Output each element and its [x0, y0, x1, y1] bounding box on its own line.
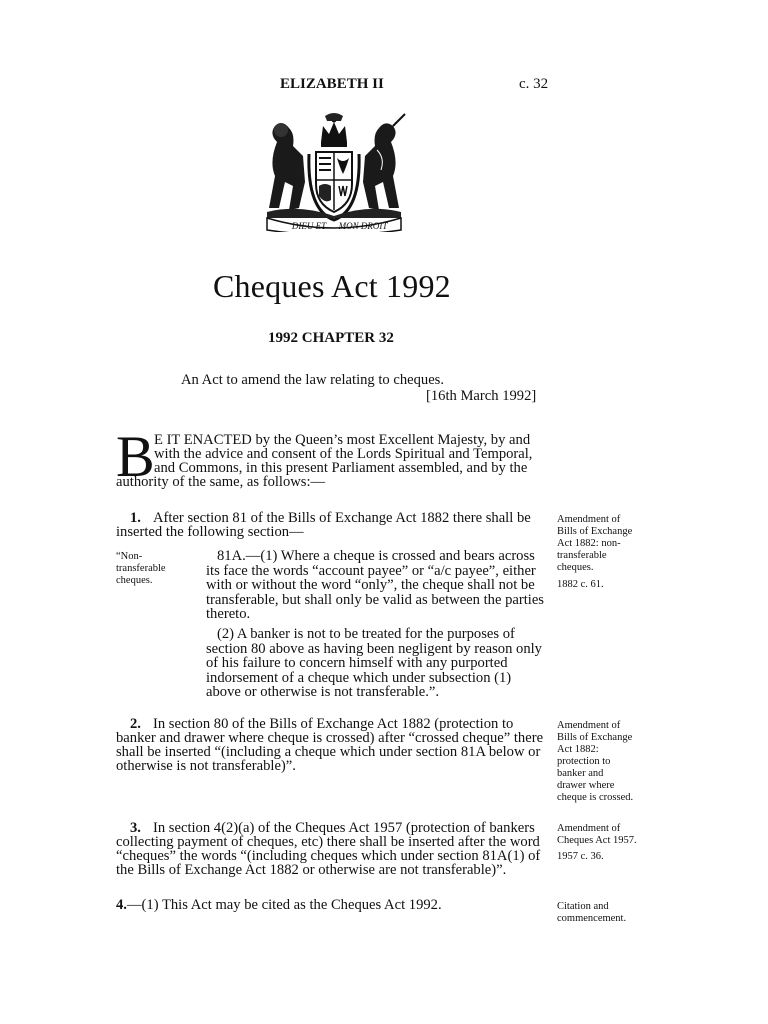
section-81a-subsection-2: (2) A banker is not to be treated for the purposes of section 80 above as having been negligent by reason only of his failure to concern himself with any purported indorsement of a cheque which under subsection (1) above or otherwise is not transferable.”. — [206, 626, 542, 700]
section-2-line-1: In section 80 of the Bills of Exchange Act 1882 (protection to — [153, 716, 514, 732]
section-3-line-4: the Bills of Exchange Act 1882 or otherwise are not transferable)”. — [116, 862, 507, 878]
running-header-chapter: c. 32 — [519, 76, 549, 92]
section-4-text: —(1) This Act may be cited as the Cheques Act 1992. — [126, 897, 442, 913]
inserted-section-side-note: “Non- transferable cheques. — [116, 551, 166, 586]
enacting-line-3: and Commons, in this present Parliament assembled, and by the — [154, 460, 528, 476]
section-4-number: 4. — [116, 897, 127, 913]
enacting-line-2: with the advice and consent of the Lords Spiritual and Temporal, — [154, 446, 533, 462]
section-2-line-4: otherwise is not transferable)”. — [116, 758, 296, 774]
royal-coat-of-arms-icon — [259, 112, 409, 232]
section-1-number: 1. — [130, 510, 141, 526]
enacting-dropcap: B — [116, 424, 155, 489]
running-header-monarch: ELIZABETH II — [280, 76, 384, 92]
act-title: Cheques Act 1992 — [213, 268, 451, 304]
enacting-line-1: E IT ENACTED by the Queen’s most Excellent Majesty, by and — [154, 432, 531, 448]
motto-left: DIEU ET — [291, 221, 327, 231]
section-2-line-2: banker and drawer where cheque is crossed) after “crossed cheque” there — [116, 730, 544, 746]
section-3-line-3: “cheques” the words “(including cheques which under section 81A(1) of — [116, 848, 541, 864]
section-3-margin-note: Amendment of Cheques Act 1957. 1957 c. 36. — [557, 823, 637, 862]
section-1-line-2: inserted the following section— — [116, 524, 304, 540]
enacting-line-4: authority of the same, as follows:— — [116, 474, 326, 490]
section-1-margin-note: Amendment of Bills of Exchange Act 1882: non- transferable cheques. 1882 c. 61. — [557, 514, 633, 590]
section-3-number: 3. — [130, 820, 141, 836]
section-3-line-1: In section 4(2)(a) of the Cheques Act 1957 (protection of bankers — [153, 820, 535, 836]
motto-right: MON DROIT — [338, 221, 388, 231]
section-81a-subsection-1: 81A.—(1) Where a cheque is crossed and bears across its face the words “account payee” or “a/c payee”, either with or without the word “only”, the cheque shall not be transferable, but shall only be valid as between the parties thereto. — [206, 548, 544, 622]
long-title: An Act to amend the law relating to cheques. — [181, 372, 445, 388]
chapter-heading: 1992 CHAPTER 32 — [268, 330, 394, 346]
section-2-number: 2. — [130, 716, 141, 732]
section-4-margin-note: Citation and commencement. — [557, 901, 627, 924]
section-4 — [116, 898, 442, 913]
section-3-line-2: collecting payment of cheques, etc) there shall be inserted after the word — [116, 834, 540, 850]
section-2-margin-note: Amendment of Bills of Exchange Act 1882: protection to banker and drawer where cheque is crossed. — [557, 720, 634, 803]
section-1-line-1: After section 81 of the Bills of Exchange Act 1882 there shall be — [153, 510, 531, 526]
assent-date: [16th March 1992] — [426, 388, 537, 404]
section-2-line-3: shall be inserted “(including a cheque which under section 81A below or — [116, 744, 541, 760]
